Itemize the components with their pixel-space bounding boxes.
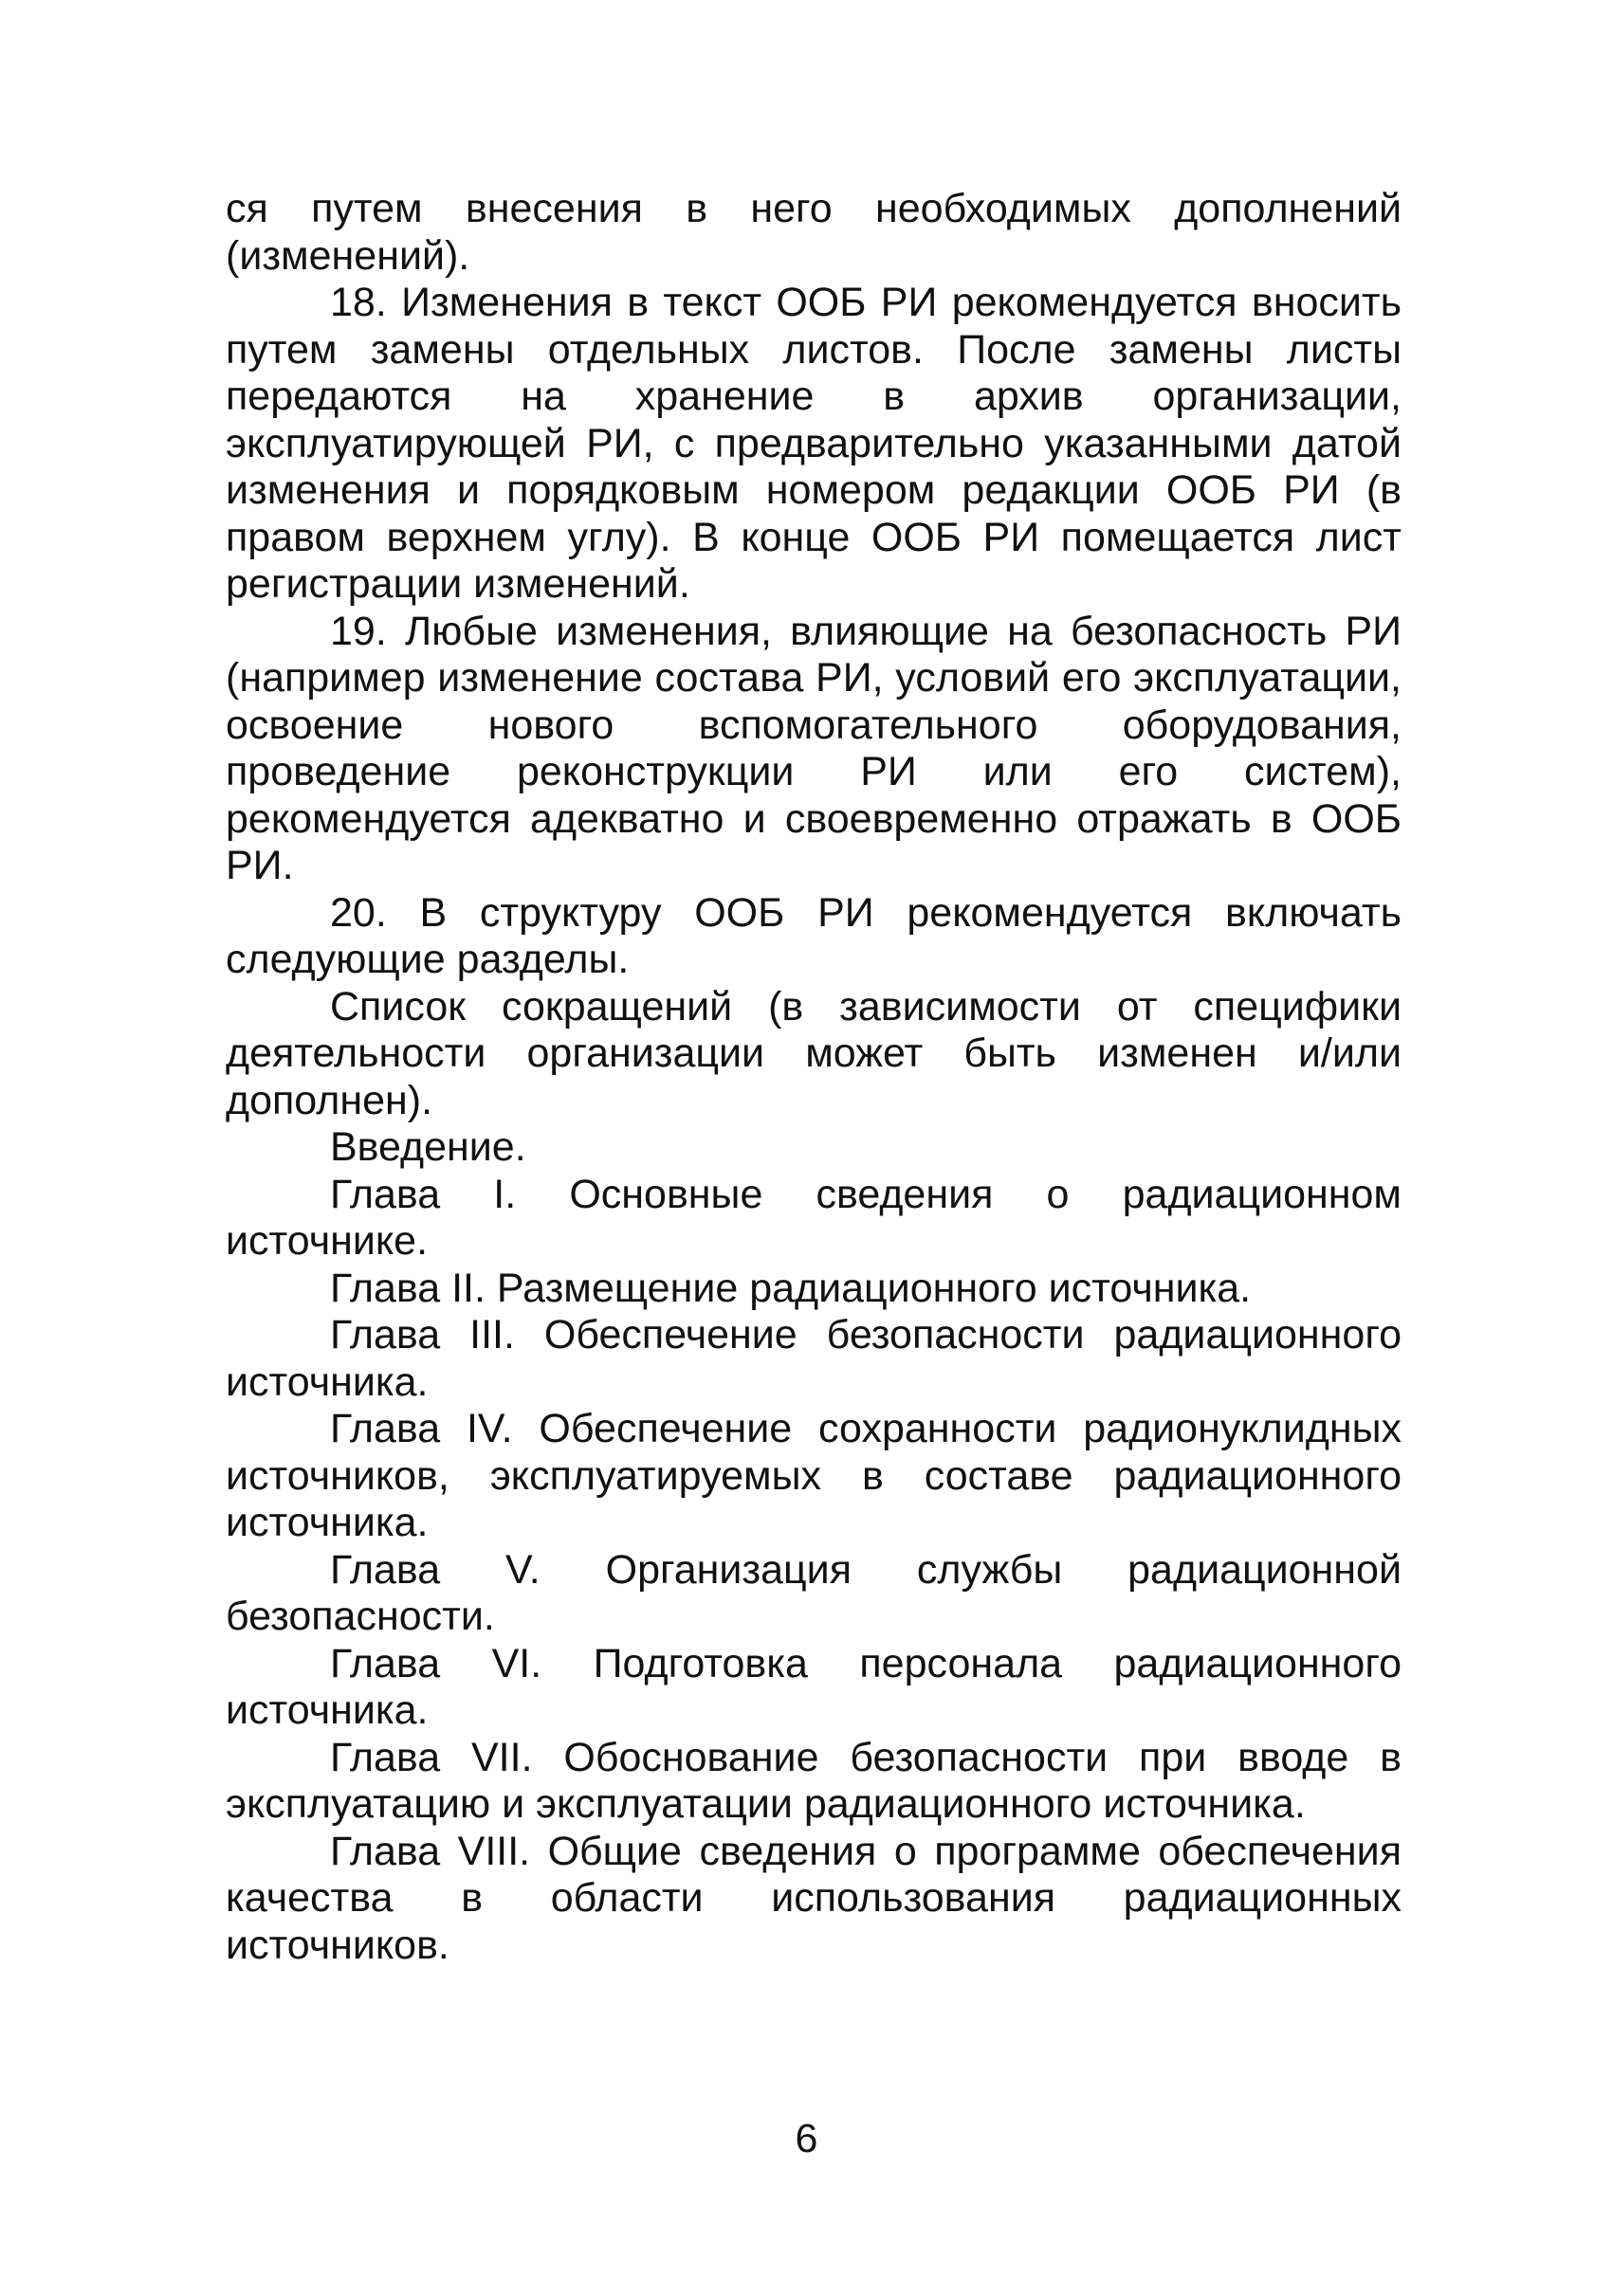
paragraph-continuation: ся путем внесения в него необходимых дополнений (изменений). [226, 186, 1402, 279]
chapter-2: Глава II. Размещение радиационного источника. [330, 1265, 1252, 1311]
body-text [226, 186, 1402, 1969]
chapter-5: Глава V. Организация службы радиационной безопасности. [226, 1546, 1402, 1639]
paragraph-item-19: 19. Любые изменения, влияющие на безопасность РИ (например изменение состава РИ, условий его эксплуатации, освоение нового вспомогательного оборудования, проведение реконструкции РИ или его систем), рекомендуется адекватно и своевременно отражать в ООБ РИ. [226, 608, 1402, 888]
chapter-4: Глава IV. Обеспечение сохранности радионуклидных источников, эксплуатируемых в составе радиационного источника. [226, 1406, 1402, 1545]
chapter-3: Глава III. Обеспечение безопасности радиационного источника. [226, 1312, 1402, 1405]
chapter-7: Глава VII. Обоснование безопасности при вводе в эксплуатацию и эксплуатации радиационного источника. [226, 1734, 1402, 1827]
section-introduction: Введение. [330, 1124, 526, 1170]
chapter-1: Глава I. Основные сведения о радиационном источнике. [226, 1171, 1402, 1264]
chapter-8: Глава VIII. Общие сведения о программе обеспечения качества в области использования радиационных источников. [226, 1828, 1402, 1968]
chapter-6: Глава VI. Подготовка персонала радиационного источника. [226, 1640, 1402, 1733]
paragraph-item-20: 20. В структуру ООБ РИ рекомендуется включать следующие разделы. [226, 889, 1402, 982]
section-abbreviations: Список сокращений (в зависимости от специфики деятельности организации может быть изменен и/или дополнен). [226, 983, 1402, 1123]
paragraph-item-18: 18. Изменения в текст ООБ РИ рекомендуется вносить путем замены отдельных листов. После замены листы передаются на хранение в архив организации, эксплуатирующей РИ, с предварительно указанными датой изменения и порядковым номером редакции ООБ РИ (в правом верхнем углу). В конце ООБ РИ помещается лист регистрации изменений. [226, 280, 1402, 607]
page-number: 6 [795, 2116, 818, 2161]
